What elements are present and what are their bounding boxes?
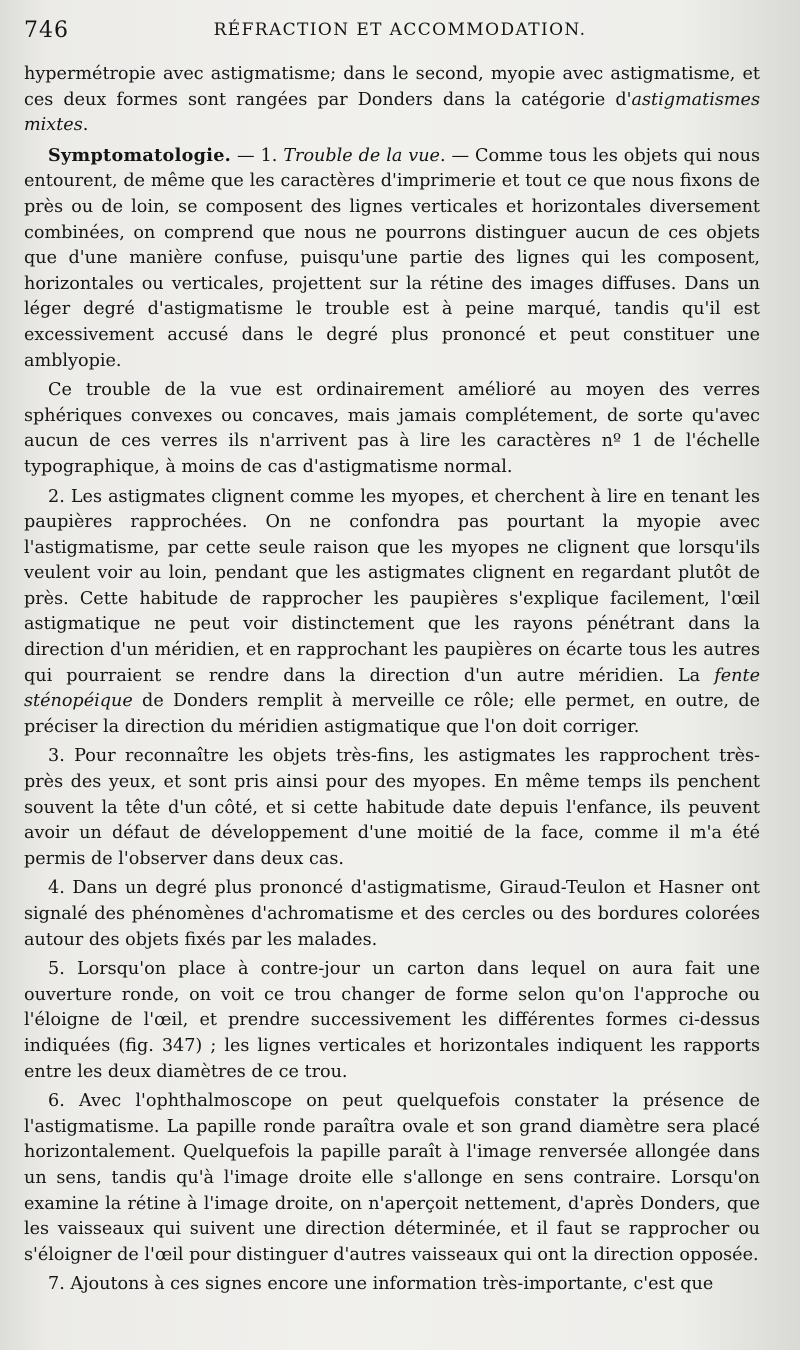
italic-text: astigmatismes mixtes: [24, 89, 760, 136]
text-segment: 2. Les astigmates clignent comme les myopes, et cherchent à lire en tenant les paupières rapprochées. On ne confondra pas pourtant la myopie avec l'astigmatisme, par cette seule raison que les myopes ne clignent que lorsqu'ils veulent voir au loin, pendant que les astigmates clignent en regardant plutôt de près. Cette habitude de rapprocher les paupières s'explique facilement, l'œil astigmatique ne peut voir distinctement que les rayons pénétrant dans la direction d'un méridien, et en rapprochant les paupières on écarte tous les autres qui pourraient se rendre dans la direction d'un autre méridien. La: [24, 486, 760, 686]
paragraph: [24, 744, 760, 872]
paragraph: [24, 957, 760, 1085]
running-head: RÉFRACTION ET ACCOMMODATION.: [213, 20, 587, 40]
text-segment: 4. Dans un degré plus prononcé d'astigmatisme, Giraud-Teulon et Hasner ont signalé des phénomènes d'achromatisme et des cercles ou des bordures colorées autour des objets fixés par les malades.: [24, 878, 760, 950]
text-segment: 3. Pour reconnaître les objets très-fins, les astigmates les rapprochent très-près des yeux, et sont pris ainsi pour des myopes. En même temps ils penchent souvent la tête d'un côté, et si cette habitude date depuis l'enfance, ils peuvent avoir un défaut de développement d'une moitié de la face, comme il m'a été permis de l'observer dans deux cas.: [24, 746, 760, 869]
paragraph: [24, 143, 760, 374]
text-segment: .: [82, 115, 89, 136]
page-number: 746: [24, 18, 69, 43]
text-segment: 7. Ajoutons à ces signes encore une information très-importante, c'est que: [48, 1274, 714, 1295]
section-label: Symptomatologie.: [48, 144, 232, 166]
italic-text: Trouble de la vue: [283, 145, 440, 166]
paragraph: [24, 1272, 760, 1298]
text-segment: de Donders remplit à merveille ce rôle; elle permet, en outre, de préciser la direction du méridien astigmatique que l'on doit corriger.: [24, 691, 760, 737]
paragraph: [24, 876, 760, 953]
paragraph: [24, 378, 760, 480]
text-segment: hypermétropie avec astigmatisme; dans le second, myopie avec astigmatisme, et ces deux formes sont rangées par Donders dans la catégorie d': [24, 64, 760, 110]
paragraph: [24, 1089, 760, 1268]
text-segment: . — Comme tous les objets qui nous entourent, de même que les caractères d'imprimerie et tout ce que nous fixons de près ou de loin, se composent des lignes verticales et horizontales diversement combinées, on comprend que nous ne pourrons distinguer aucun de ces objets que d'une manière confuse, puisqu'une partie des lignes qui les composent, horizontales ou verticales, projettent sur la rétine des images diffuses. Dans un léger degré d'astigmatisme le trouble est à peine marqué, tandis qu'il est excessivement accusé dans le degré plus prononcé et peut constituer une amblyopie.: [24, 145, 760, 371]
body-text: [24, 62, 760, 1298]
paragraph: [24, 62, 760, 139]
paragraph: [24, 485, 760, 741]
text-segment: Ce trouble de la vue est ordinairement amélioré au moyen des verres sphériques convexes ou concaves, mais jamais complétement, de sorte qu'avec aucun de ces verres ils n'arrivent pas à lire les caractères nº 1 de l'échelle typographique, à moins de cas d'astigmatisme normal.: [24, 380, 760, 477]
italic-text: fente sténopéique: [24, 665, 760, 712]
text-segment: — 1.: [231, 145, 284, 166]
text-segment: 5. Lorsqu'on place à contre-jour un carton dans lequel on aura fait une ouverture ronde, on voit ce trou changer de forme selon qu'on l'approche ou l'éloigne de l'œil, et prendre successivement les différentes formes ci-dessus indiquées (fig. 347) ; les lignes verticales et horizontales indiquent les rapports entre les deux diamètres de ce trou.: [24, 959, 760, 1082]
text-segment: 6. Avec l'ophthalmoscope on peut quelquefois constater la présence de l'astigmatisme. La papille ronde paraîtra ovale et son grand diamètre sera placé horizontalement. Quelquefois la papille paraît à l'image renversée allongée dans un sens, tandis qu'à l'image droite elle s'allonge en sens contraire. Lorsqu'on examine la rétine à l'image droite, on n'aperçoit nettement, d'après Donders, que les vaisseaux qui suivent une direction déterminée, et il faut se rapprocher ou s'éloigner de l'œil pour distinguer d'autres vaisseaux qui ont la direction opposée.: [24, 1091, 760, 1265]
